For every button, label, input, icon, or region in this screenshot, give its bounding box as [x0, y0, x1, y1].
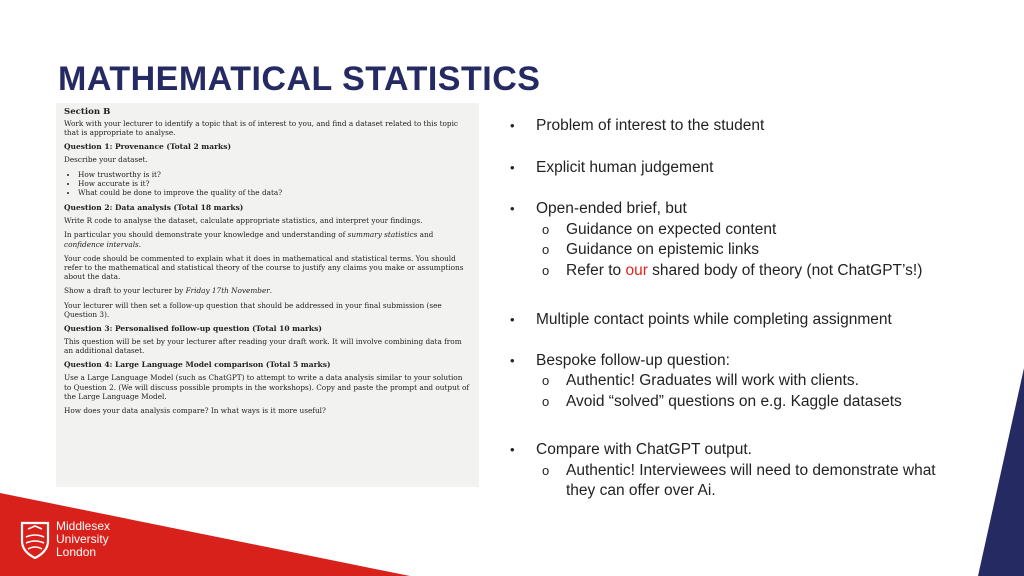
circle-bullet-icon: o — [542, 462, 550, 478]
doc-q2-p5: Your lecturer will then set a follow-up question that should be addressed in your final submission (see Question 3). — [64, 300, 442, 319]
circle-bullet-icon: o — [542, 242, 550, 257]
doc-section-heading: Section B — [64, 107, 111, 117]
logo-line: University — [56, 532, 109, 546]
sub-bullet-item — [508, 392, 988, 413]
bullet-item — [508, 199, 988, 220]
doc-text: In particular you should demonstrate your knowledge and understanding of — [64, 230, 348, 240]
doc-italic-text: confidence intervals — [64, 239, 139, 249]
bullet-dot-icon: • — [510, 312, 515, 327]
bullet-text: Bespoke follow-up question: — [536, 351, 730, 369]
doc-italic-text: summary statistics — [347, 230, 418, 240]
sub-bullet-text: Authentic! Graduates will work with clients. — [566, 372, 859, 389]
circle-bullet-icon: o — [542, 221, 550, 237]
doc-q4-p2: How does your data analysis compare? In what ways is it more useful? — [64, 406, 326, 416]
logo-line: Middlesex — [56, 519, 111, 533]
doc-text: and — [417, 230, 434, 240]
doc-q1-text: Describe your dataset. — [64, 155, 148, 165]
sub-bullet-text: shared body of theory (not ChatGPT’s!) — [647, 261, 923, 279]
doc-q2-title: Question 2: Data analysis (Total 18 marks) — [64, 203, 244, 213]
sub-bullet-text: they can offer over Ai. — [566, 482, 716, 499]
bullet-item — [508, 440, 988, 461]
bullet-text: Problem of interest to the student — [536, 117, 765, 134]
doc-q1-bullet: • What could be done to improve the quality of the data? — [78, 188, 471, 197]
logo-line: London — [56, 545, 97, 559]
doc-q1-bullet: • How trustworthy is it? — [78, 170, 471, 179]
bullet-dot-icon: • — [510, 442, 515, 457]
sub-bullet-text: Guidance on epistemic links — [566, 241, 759, 258]
doc-text: Show a draft to your lecturer by — [64, 286, 186, 296]
doc-q2-p2 — [64, 230, 471, 248]
doc-q1-list — [64, 170, 471, 198]
page-title: MATHEMATICAL STATISTICS — [58, 60, 541, 98]
sub-bullet-item — [508, 371, 988, 392]
bullet-item — [508, 116, 988, 137]
university-logo — [20, 520, 110, 559]
university-shield-icon — [20, 521, 50, 559]
bullet-text: Compare with ChatGPT output. — [536, 441, 752, 458]
doc-q1-bullet: • How accurate is it? — [78, 179, 471, 188]
doc-text: . — [138, 239, 142, 249]
bullet-item — [508, 351, 988, 372]
sub-bullet-item — [508, 461, 988, 482]
bullet-dot-icon: • — [510, 352, 515, 368]
logo-wordmark — [56, 520, 110, 559]
bullet-item — [508, 310, 988, 331]
bullet-dot-icon: • — [510, 159, 515, 175]
bullet-text: Open-ended brief, but — [536, 200, 687, 217]
doc-q3-text: This question will be set by your lecturer after reading your draft work. It will involve combining data from an additional dataset. — [64, 337, 462, 356]
bullet-dot-icon: • — [510, 201, 515, 216]
doc-q1-title: Question 1: Provenance (Total 2 marks) — [64, 142, 231, 152]
doc-q3-title: Question 3: Personalised follow-up question (Total 10 marks) — [64, 324, 322, 334]
sub-bullet-item — [508, 261, 988, 282]
sub-bullet-text: Refer to — [566, 261, 626, 279]
sub-bullet-item — [508, 220, 988, 241]
sub-bullet-continuation — [508, 481, 988, 502]
doc-q2-p4 — [64, 286, 471, 295]
bullet-list — [508, 116, 988, 502]
circle-bullet-icon: o — [542, 373, 550, 388]
doc-q2-p1: Write R code to analyse the dataset, calculate appropriate statistics, and interpret your findings. — [64, 216, 423, 226]
sub-bullet-text: Avoid “solved” questions on e.g. Kaggle datasets — [566, 392, 902, 410]
doc-text: . — [269, 286, 273, 296]
sub-bullet-text: Guidance on expected content — [566, 220, 777, 238]
circle-bullet-icon: o — [542, 262, 550, 278]
doc-q4-p1: Use a Large Language Model (such as ChatGPT) to attempt to write a data analysis similar to your solution to Question 2. (We will discuss possible prompts in the workshops). Copy and paste the prompt and output of the Large Language Model. — [64, 373, 470, 401]
doc-italic-text: Friday 17th November — [185, 286, 270, 296]
circle-bullet-icon: o — [542, 393, 550, 409]
sub-bullet-item — [508, 240, 988, 261]
assignment-document-image — [56, 103, 479, 487]
doc-intro: Work with your lecturer to identify a topic that is of interest to you, and find a dataset related to this topic that is appropriate to analyse. — [64, 119, 458, 138]
doc-q2-p3: Your code should be commented to explain what it does in mathematical and statistical terms. You should refer to the mathematical and statistical theory of the course to justify any claims you make or assumptions about the data. — [64, 253, 464, 282]
sub-bullet-text: Authentic! Interviewees will need to demonstrate what — [566, 461, 936, 479]
bullet-text: Multiple contact points while completing assignment — [536, 311, 892, 328]
doc-q4-title: Question 4: Large Language Model comparison (Total 5 marks) — [64, 360, 331, 370]
highlighted-word: our — [625, 261, 648, 279]
bullet-item — [508, 158, 988, 179]
bullet-dot-icon: • — [510, 118, 515, 133]
bullet-text: Explicit human judgement — [536, 158, 714, 176]
